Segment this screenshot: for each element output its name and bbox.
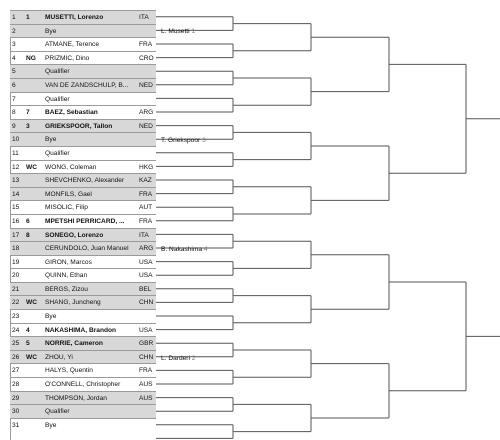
draw-position: 22: [12, 299, 20, 307]
seed-label: WC: [26, 353, 37, 361]
player-name: Qualifier: [45, 408, 70, 416]
player-name: SONEGO, Lorenzo: [45, 231, 104, 239]
nationality: USA: [139, 272, 153, 280]
seed-label: 4: [26, 326, 30, 334]
draw-entry-row: [10, 24, 156, 38]
player-name: GRIEKSPOOR, Tallon: [45, 122, 113, 130]
draw-entry-row: [10, 187, 156, 201]
draw-position: 6: [12, 81, 16, 89]
round-winner-label: [161, 355, 195, 362]
nationality: NED: [139, 122, 153, 130]
nationality: AUS: [139, 381, 153, 389]
nationality: USA: [139, 326, 153, 334]
winner-name: T. Griekspoor: [161, 137, 201, 144]
seed-label: NG: [26, 54, 36, 62]
draw-entry-row: [10, 173, 156, 187]
draw-position: 17: [12, 231, 20, 239]
draw-entry-row: [10, 255, 156, 269]
first-round-draw: [10, 10, 156, 431]
player-name: Qualifier: [45, 149, 70, 157]
player-name: VAN DE ZANDSCHULP, B...: [45, 81, 129, 89]
draw-position: 4: [12, 54, 16, 62]
player-name: SHANG, Juncheng: [45, 299, 101, 307]
draw-position: 11: [12, 149, 19, 157]
player-name: ZHOU, Yi: [45, 353, 73, 361]
draw-position: 16: [12, 217, 20, 225]
player-name: MONFILS, Gael: [45, 190, 92, 198]
player-name: PRIZMIC, Dino: [45, 54, 90, 62]
nationality: FRA: [139, 217, 153, 225]
player-name: BERGS, Zizou: [45, 285, 88, 293]
seed-label: 8: [26, 231, 30, 239]
draw-entry-row: [10, 10, 156, 24]
draw-position: 15: [12, 204, 20, 212]
player-name: CERUNDOLO, Juan Manuel: [45, 245, 129, 253]
draw-entry-row: [10, 336, 156, 350]
draw-position: 8: [12, 109, 16, 117]
draw-position: 27: [12, 367, 20, 375]
nationality: KAZ: [139, 177, 152, 185]
draw-position: 25: [12, 340, 20, 348]
draw-entry-row: [10, 350, 156, 364]
draw-entry-row: [10, 160, 156, 174]
player-name: QUINN, Ethan: [45, 272, 88, 280]
winner-name: B. Nakashima: [161, 245, 203, 253]
seed-label: 3: [26, 122, 30, 130]
player-name: Qualifier: [45, 68, 70, 76]
draw-entry-row: [10, 64, 156, 78]
player-name: THOMPSON, Jordan: [45, 394, 107, 402]
player-name: SHEVCHENKO, Alexander: [45, 177, 125, 185]
draw-position: 21: [12, 285, 20, 293]
player-name: Qualifier: [45, 95, 70, 103]
draw-entry-row: [10, 146, 156, 160]
nationality: AUT: [139, 204, 153, 212]
nationality: ARG: [139, 245, 154, 253]
draw-entry-row: [10, 404, 156, 418]
draw-entry-row: [10, 241, 156, 255]
draw-position: 1: [12, 14, 16, 21]
draw-position: 12: [12, 163, 20, 171]
draw-position: 10: [12, 136, 20, 144]
nationality: ARG: [139, 109, 154, 117]
draw-entry-row: [10, 214, 156, 228]
draw-entry-row: [10, 132, 156, 146]
seed-label: WC: [26, 299, 37, 307]
draw-entry-row: [10, 377, 156, 391]
draw-position: 2: [12, 27, 16, 35]
nationality: CHN: [139, 299, 154, 307]
winner-seed: 4: [203, 245, 208, 253]
draw-entry-row: [10, 92, 156, 106]
draw-entry-row: [10, 418, 156, 432]
nationality: ITA: [139, 14, 149, 21]
seed-label: 6: [26, 217, 30, 225]
draw-position: 7: [12, 95, 16, 103]
draw-entry-row: [10, 309, 156, 323]
draw-position: 3: [12, 41, 16, 49]
draw-entry-row: [10, 363, 156, 377]
player-name: ATMANE, Terence: [45, 41, 99, 49]
nationality: ITA: [139, 231, 149, 239]
draw-position: 28: [12, 381, 20, 389]
player-name: MPETSHI PERRICARD, ...: [45, 217, 125, 225]
nationality: FRA: [139, 367, 153, 375]
draw-position: 26: [12, 353, 20, 361]
player-name: Bye: [45, 136, 57, 144]
draw-position: 18: [12, 245, 20, 253]
draw-entry-row: [10, 37, 156, 51]
player-name: MISOLIC, Filip: [45, 204, 88, 212]
draw-entry-row: [10, 200, 156, 214]
draw-position: 23: [12, 313, 20, 321]
seed-label: 5: [26, 340, 30, 348]
seed-label: 7: [26, 109, 30, 117]
draw-entry-row: [10, 119, 156, 133]
draw-entry-row: [10, 295, 156, 309]
player-name: MUSETTI, Lorenzo: [45, 14, 104, 21]
draw-position: 24: [12, 326, 20, 334]
winner-name: L. Musetti: [161, 28, 190, 36]
draw-entry-row: [10, 391, 156, 405]
player-name: HALYS, Quentin: [45, 367, 93, 375]
nationality: AUS: [139, 394, 153, 402]
winner-seed: 3: [202, 137, 206, 144]
nationality: NED: [139, 81, 153, 89]
draw-position: 20: [12, 272, 20, 280]
draw-position: 5: [12, 68, 16, 76]
player-name: NAKASHIMA, Brandon: [45, 326, 117, 334]
draw-entry-row: [10, 323, 156, 337]
draw-position: 13: [12, 177, 20, 185]
nationality: CHN: [139, 353, 154, 361]
round-winner-label: [161, 137, 206, 144]
player-name: GIRON, Marcos: [45, 258, 92, 266]
player-name: NORRIE, Cameron: [45, 340, 103, 348]
nationality: FRA: [139, 190, 153, 198]
draw-entry-row: [10, 268, 156, 282]
winner-seed: 1: [191, 28, 196, 36]
seed-label: 1: [26, 14, 30, 21]
player-name: Bye: [45, 27, 57, 35]
draw-position: 30: [12, 408, 20, 416]
nationality: FRA: [139, 41, 153, 49]
nationality: BEL: [139, 285, 152, 293]
draw-entry-row: [10, 228, 156, 242]
player-name: BAEZ, Sebastian: [45, 109, 98, 117]
draw-position: 9: [12, 122, 16, 130]
draw-position: 31: [12, 421, 20, 429]
player-name: Bye: [45, 421, 57, 429]
winner-name: L. Darderi: [161, 354, 190, 362]
player-name: WONG, Coleman: [45, 163, 97, 171]
nationality: USA: [139, 258, 153, 266]
draw-position: 14: [12, 190, 20, 198]
player-name: Bye: [45, 313, 57, 321]
draw-position: 19: [12, 258, 20, 266]
nationality: CRO: [139, 54, 154, 62]
seed-label: WC: [26, 163, 37, 171]
draw-entry-row: [10, 78, 156, 92]
nationality: HKG: [139, 163, 154, 171]
round-winner-label: [161, 28, 195, 35]
draw-entry-row: [10, 105, 156, 119]
draw-entry-row: [10, 51, 156, 65]
draw-position: 29: [12, 394, 20, 402]
round-winner-label: [161, 246, 208, 253]
player-name: O'CONNELL, Christopher: [45, 381, 121, 389]
draw-entry-row: [10, 282, 156, 296]
winner-seed: 2: [191, 354, 196, 362]
nationality: GBR: [139, 340, 154, 348]
